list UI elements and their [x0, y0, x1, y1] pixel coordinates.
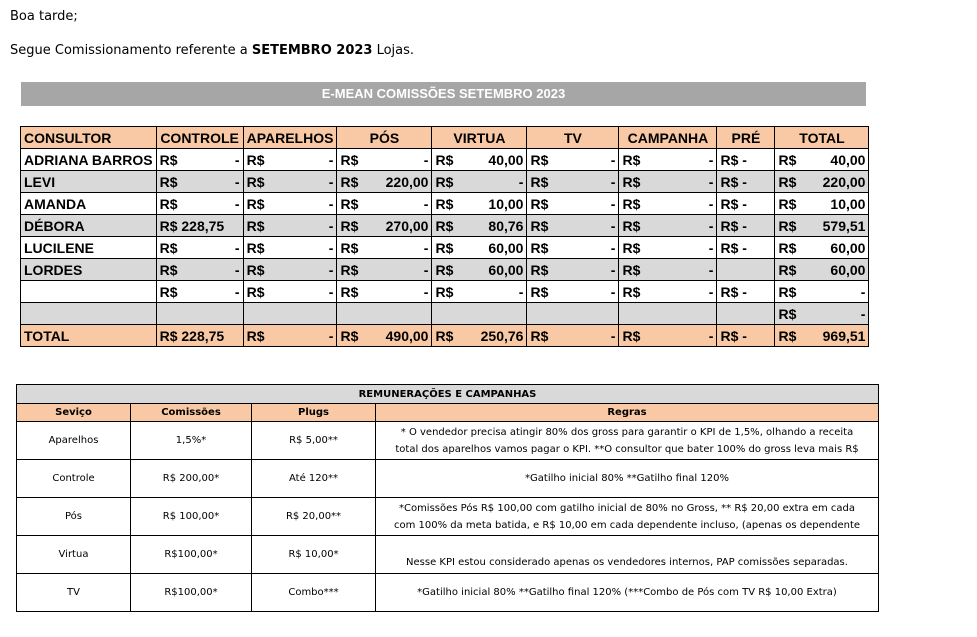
value-cell — [432, 325, 527, 347]
currency-label: R$ — [530, 195, 549, 212]
amount — [765, 196, 771, 212]
amount: 80,76 — [488, 217, 524, 234]
comissao-cell: 1,5%* — [131, 422, 252, 460]
currency-label: R$ — [340, 151, 359, 168]
amount: - — [708, 173, 714, 190]
value-cell — [243, 193, 337, 215]
value-cell — [619, 149, 717, 171]
amount — [765, 328, 771, 344]
currency-label: R$ - — [720, 195, 747, 212]
amount: - — [328, 217, 334, 234]
value-cell — [527, 281, 619, 303]
amount: - — [328, 327, 334, 344]
amount: 60,00 — [488, 261, 524, 278]
value-cell — [156, 325, 243, 347]
amount: - — [328, 261, 334, 278]
value-cell — [337, 193, 432, 215]
currency-label: R$ - — [720, 173, 747, 190]
amount: - — [518, 173, 524, 190]
value-cell — [717, 325, 775, 347]
amount: - — [423, 283, 429, 300]
consultant-name: LEVI — [21, 171, 157, 193]
value-cell — [775, 149, 869, 171]
value-cell — [243, 215, 337, 237]
consultant-name — [21, 303, 157, 325]
value-cell — [775, 171, 869, 193]
value-cell — [156, 281, 243, 303]
regras-cell — [376, 422, 879, 460]
currency-label: R$ — [159, 283, 178, 300]
currency-label: R$ — [246, 217, 265, 234]
currency-label: R$ — [435, 261, 454, 278]
value-cell — [156, 237, 243, 259]
value-cell — [619, 303, 717, 325]
greeting: Boa tarde; — [10, 9, 78, 24]
currency-label: R$ — [778, 261, 797, 278]
currency-label: R$ — [340, 261, 359, 278]
amount: - — [708, 217, 714, 234]
header-cell: APARELHOS — [243, 127, 337, 149]
currency-label: R$ 228,75 — [159, 217, 225, 234]
comissao-cell: R$100,00* — [131, 574, 252, 612]
value-cell — [619, 259, 717, 281]
value-cell — [717, 259, 775, 281]
header-cell: VIRTUA — [432, 127, 527, 149]
amount — [234, 328, 240, 344]
amount: 10,00 — [488, 195, 524, 212]
amount: 250,76 — [480, 327, 524, 344]
currency-label: R$ — [159, 151, 178, 168]
consultant-row — [21, 237, 869, 259]
amount: - — [708, 261, 714, 278]
header-cell: Plugs — [252, 404, 376, 422]
intro-prefix: Segue Comissionamento referente a — [10, 43, 252, 58]
regras-line: Nesse KPI estou considerado apenas os vendedores internos, PAP comissões separadas. — [406, 557, 848, 568]
currency-label: R$ — [159, 195, 178, 212]
currency-label: R$ — [622, 151, 641, 168]
regras-line: com 100% da meta batida, e R$ 10,00 em cada dependente incluso, (apenas os dependente — [393, 519, 861, 531]
servico-cell: Controle — [17, 460, 131, 498]
value-cell — [527, 193, 619, 215]
currency-label: R$ — [435, 173, 454, 190]
consultant-row — [21, 259, 869, 281]
intro-suffix: Lojas. — [372, 43, 415, 58]
value-cell — [243, 303, 337, 325]
amount: - — [234, 239, 240, 256]
amount: 969,51 — [822, 327, 866, 344]
amount: - — [328, 239, 334, 256]
consultant-row — [21, 281, 869, 303]
regras-cell — [376, 460, 879, 498]
amount — [765, 218, 771, 234]
plug-cell: Até 120** — [252, 460, 376, 498]
consultant-name: TOTAL — [21, 325, 157, 347]
currency-label: R$ — [435, 151, 454, 168]
currency-label: R$ — [530, 239, 549, 256]
currency-label: R$ — [159, 261, 178, 278]
value-cell — [717, 149, 775, 171]
currency-label: R$ — [622, 173, 641, 190]
plug-cell: R$ 10,00* — [252, 536, 376, 574]
amount: - — [423, 239, 429, 256]
value-cell — [717, 281, 775, 303]
currency-label: R$ — [340, 217, 359, 234]
currency-label: R$ — [530, 173, 549, 190]
regras-cell — [376, 536, 879, 574]
currency-label: R$ — [778, 239, 797, 256]
value-cell — [243, 237, 337, 259]
amount — [765, 284, 771, 300]
value-cell — [432, 149, 527, 171]
comissao-cell: R$100,00* — [131, 536, 252, 574]
value-cell — [432, 303, 527, 325]
amount: - — [610, 327, 616, 344]
amount: - — [423, 151, 429, 168]
commission-banner: E-MEAN COMISSÕES SETEMBRO 2023 — [21, 82, 866, 106]
consultant-row — [21, 215, 869, 237]
value-cell — [775, 215, 869, 237]
amount — [765, 174, 771, 190]
currency-label: R$ — [435, 283, 454, 300]
currency-label: R$ - — [720, 239, 747, 256]
currency-label: R$ — [435, 239, 454, 256]
value-cell — [527, 325, 619, 347]
value-cell — [156, 215, 243, 237]
amount: - — [708, 239, 714, 256]
remuneration-header-row — [17, 404, 879, 422]
amount: - — [610, 173, 616, 190]
amount: - — [234, 261, 240, 278]
currency-label: R$ — [530, 327, 549, 344]
value-cell — [432, 281, 527, 303]
remuneration-title-row — [17, 385, 879, 404]
currency-label: R$ - — [720, 151, 747, 168]
amount: - — [708, 283, 714, 300]
amount: - — [234, 173, 240, 190]
currency-label: R$ — [778, 327, 797, 344]
currency-label: R$ — [246, 239, 265, 256]
currency-label: R$ — [340, 239, 359, 256]
value-cell — [527, 215, 619, 237]
amount: - — [328, 283, 334, 300]
amount: - — [610, 239, 616, 256]
currency-label: R$ — [340, 283, 359, 300]
amount: - — [328, 173, 334, 190]
currency-label: R$ — [778, 217, 797, 234]
value-cell — [775, 325, 869, 347]
regras-line: total dos aparelhos vamos pagar o KPI. **O consultor que bater 100% do gross leva mais R$ — [395, 443, 859, 455]
currency-label: R$ — [340, 173, 359, 190]
value-cell — [717, 193, 775, 215]
amount: - — [708, 151, 714, 168]
consultant-name — [21, 281, 157, 303]
amount: - — [234, 151, 240, 168]
value-cell — [717, 303, 775, 325]
currency-label: R$ — [530, 217, 549, 234]
currency-label: R$ — [159, 239, 178, 256]
currency-label: R$ — [530, 261, 549, 278]
comissao-cell: R$ 200,00* — [131, 460, 252, 498]
currency-label: R$ — [340, 327, 359, 344]
amount: - — [610, 283, 616, 300]
header-cell: TOTAL — [775, 127, 869, 149]
amount: - — [610, 151, 616, 168]
currency-label: R$ — [246, 195, 265, 212]
amount: 40,00 — [488, 151, 524, 168]
currency-label: R$ — [778, 305, 797, 322]
commission-header-row — [21, 127, 869, 149]
currency-label: R$ — [246, 173, 265, 190]
amount — [765, 152, 771, 168]
value-cell — [527, 171, 619, 193]
currency-label: R$ - — [720, 327, 747, 344]
servico-cell: TV — [17, 574, 131, 612]
value-cell — [432, 193, 527, 215]
value-cell — [337, 303, 432, 325]
value-cell — [619, 281, 717, 303]
value-cell — [337, 215, 432, 237]
intro-line — [10, 43, 414, 58]
value-cell — [527, 259, 619, 281]
regras-cell — [376, 574, 879, 612]
amount: 60,00 — [488, 239, 524, 256]
value-cell — [775, 259, 869, 281]
header-cell: CAMPANHA — [619, 127, 717, 149]
regras-line: *Gatilho inicial 80% **Gatilho final 120% — [525, 473, 729, 484]
value-cell — [243, 325, 337, 347]
value-cell — [717, 215, 775, 237]
value-cell — [337, 259, 432, 281]
amount: - — [328, 151, 334, 168]
amount: 490,00 — [385, 327, 429, 344]
amount — [234, 218, 240, 234]
value-cell — [619, 193, 717, 215]
value-cell — [775, 281, 869, 303]
value-cell — [619, 215, 717, 237]
header-cell: CONTROLE — [156, 127, 243, 149]
value-cell — [775, 193, 869, 215]
currency-label: R$ — [435, 217, 454, 234]
remuneration-row — [17, 422, 879, 460]
plug-cell: Combo*** — [252, 574, 376, 612]
header-cell: PRÉ — [717, 127, 775, 149]
currency-label: R$ — [622, 239, 641, 256]
currency-label: R$ — [530, 151, 549, 168]
value-cell — [717, 237, 775, 259]
regras-line: *Comissões Pós R$ 100,00 com gatilho inicial de 80% no Gross, ** R$ 20,00 extra em cada — [398, 502, 856, 514]
value-cell — [432, 237, 527, 259]
currency-label: R$ — [159, 173, 178, 190]
currency-label: R$ — [530, 283, 549, 300]
currency-label: R$ — [246, 151, 265, 168]
consultant-name: DÉBORA — [21, 215, 157, 237]
amount: 60,00 — [830, 239, 866, 256]
header-cell: Seviço — [17, 404, 131, 422]
header-cell: Comissões — [131, 404, 252, 422]
commission-table — [20, 126, 869, 347]
servico-cell: Virtua — [17, 536, 131, 574]
value-cell — [156, 259, 243, 281]
amount: - — [234, 283, 240, 300]
value-cell — [337, 325, 432, 347]
currency-label: R$ — [778, 195, 797, 212]
amount: - — [860, 305, 866, 322]
value-cell — [337, 149, 432, 171]
plug-cell: R$ 5,00** — [252, 422, 376, 460]
value-cell — [527, 303, 619, 325]
consultant-name: AMANDA — [21, 193, 157, 215]
amount: - — [423, 261, 429, 278]
amount: 60,00 — [830, 261, 866, 278]
amount: - — [328, 195, 334, 212]
value-cell — [243, 149, 337, 171]
amount: - — [708, 195, 714, 212]
consultant-row — [21, 193, 869, 215]
currency-label: R$ — [435, 195, 454, 212]
amount: - — [610, 195, 616, 212]
currency-label: R$ — [778, 283, 797, 300]
remuneration-row — [17, 536, 879, 574]
value-cell — [619, 325, 717, 347]
consultant-name: LUCILENE — [21, 237, 157, 259]
amount: - — [610, 261, 616, 278]
value-cell — [717, 171, 775, 193]
value-cell — [527, 149, 619, 171]
value-cell — [243, 259, 337, 281]
regras-line: * O vendedor precisa atingir 80% dos gross para garantir o KPI de 1,5%, olhando a receita — [400, 426, 854, 438]
currency-label: R$ — [778, 173, 797, 190]
value-cell — [243, 281, 337, 303]
consultant-row — [21, 303, 869, 325]
amount: 220,00 — [385, 173, 429, 190]
currency-label: R$ — [622, 327, 641, 344]
consultant-name: ADRIANA BARROS — [21, 149, 157, 171]
header-cell: Regras — [376, 404, 879, 422]
header-cell: TV — [527, 127, 619, 149]
value-cell — [619, 237, 717, 259]
value-cell — [156, 303, 243, 325]
currency-label: R$ — [622, 195, 641, 212]
amount — [765, 240, 771, 256]
remuneration-row — [17, 574, 879, 612]
comissao-cell: R$ 100,00* — [131, 498, 252, 536]
intro-month: SETEMBRO 2023 — [251, 43, 373, 58]
servico-cell: Pós — [17, 498, 131, 536]
currency-label: R$ — [435, 327, 454, 344]
amount: 220,00 — [822, 173, 866, 190]
remuneration-row — [17, 460, 879, 498]
currency-label: R$ — [246, 327, 265, 344]
value-cell — [337, 171, 432, 193]
value-cell — [243, 171, 337, 193]
value-cell — [775, 237, 869, 259]
currency-label: R$ 228,75 — [159, 327, 225, 344]
remuneration-row — [17, 498, 879, 536]
header-cell: PÓS — [337, 127, 432, 149]
value-cell — [775, 303, 869, 325]
servico-cell: Aparelhos — [17, 422, 131, 460]
value-cell — [527, 237, 619, 259]
value-cell — [156, 149, 243, 171]
currency-label: R$ - — [720, 283, 747, 300]
currency-label: R$ — [340, 195, 359, 212]
header-cell: CONSULTOR — [21, 127, 157, 149]
amount: - — [234, 195, 240, 212]
amount: 579,51 — [822, 217, 866, 234]
consultant-name: LORDES — [21, 259, 157, 281]
currency-label: R$ - — [720, 217, 747, 234]
consultant-row — [21, 171, 869, 193]
currency-label: R$ — [622, 283, 641, 300]
remuneration-table — [16, 384, 879, 612]
regras-line: *Gatilho inicial 80% **Gatilho final 120% (***Combo de Pós com TV R$ 10,00 Extra) — [417, 587, 837, 598]
value-cell — [619, 171, 717, 193]
currency-label: R$ — [622, 217, 641, 234]
regras-cell — [376, 498, 879, 536]
amount: - — [518, 283, 524, 300]
amount: 40,00 — [830, 151, 866, 168]
value-cell — [432, 259, 527, 281]
value-cell — [337, 281, 432, 303]
plug-cell: R$ 20,00** — [252, 498, 376, 536]
total-row — [21, 325, 869, 347]
value-cell — [337, 237, 432, 259]
amount: - — [423, 195, 429, 212]
value-cell — [432, 215, 527, 237]
amount: 270,00 — [385, 217, 429, 234]
amount: - — [708, 327, 714, 344]
amount: - — [610, 217, 616, 234]
value-cell — [432, 171, 527, 193]
remuneration-title: REMUNERAÇÕES E CAMPANHAS — [17, 385, 879, 404]
amount: 10,00 — [830, 195, 866, 212]
value-cell — [156, 193, 243, 215]
amount: - — [860, 283, 866, 300]
consultant-row — [21, 149, 869, 171]
currency-label: R$ — [622, 261, 641, 278]
currency-label: R$ — [778, 151, 797, 168]
value-cell — [156, 171, 243, 193]
currency-label: R$ — [246, 283, 265, 300]
currency-label: R$ — [246, 261, 265, 278]
